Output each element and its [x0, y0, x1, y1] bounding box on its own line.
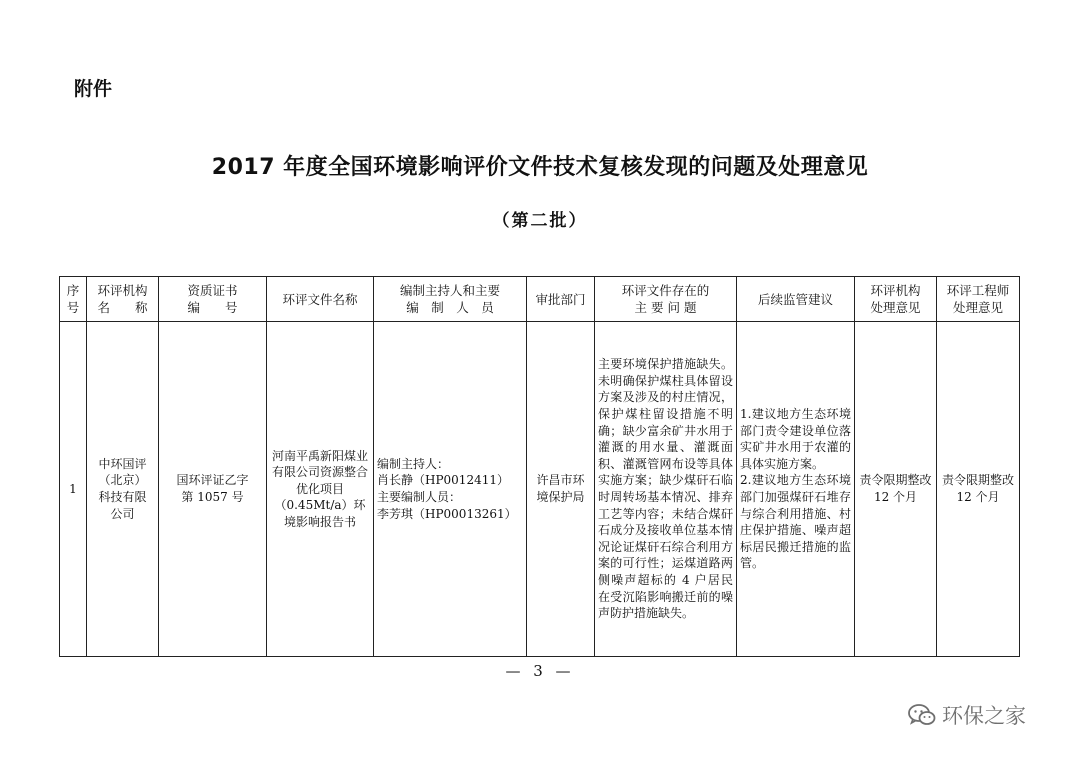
cell-agency-decision: 责令限期整改 12 个月 — [855, 322, 937, 657]
watermark — [908, 700, 1026, 730]
column-header-agency-decision: 环评机构 处理意见 — [855, 277, 937, 322]
cell-agency: 中环国评 （北京） 科技有限 公司 — [87, 322, 159, 657]
page-number: — 3 — — [505, 662, 575, 680]
cell-problems: 主要环境保护措施缺失。未明确保护煤柱具体留设方案及涉及的村庄情况，保护煤柱留设措施不明确；缺少富余矿井水用于灌溉的用水量、灌溉面积、灌溉管网布设等具体实施方案；缺少煤矸石临时周转场基本情况、排弃工艺等内容；未结合煤矸石成分及接收单位基本情况论证煤矸石综合利用方案的可行性；运煤道路两侧噪声超标的 4 户居民在受沉陷影响搬迁前的噪声防护措施缺失。 — [595, 322, 737, 657]
column-header-problems: 环评文件存在的 主 要 问 题 — [595, 277, 737, 322]
column-header-doc-name: 环评文件名称 — [267, 277, 374, 322]
column-header-suggestions: 后续监管建议 — [737, 277, 855, 322]
column-header-agency: 环评机构 名 称 — [87, 277, 159, 322]
cell-suggestions: 1.建议地方生态环境部门责令建设单位落实矿井水用于农灌的具体实施方案。 2.建议地方生态环境部门加强煤矸石堆存与综合利用措施、村庄保护措施、噪声超标居民搬迁措施的监管。 — [737, 322, 855, 657]
cell-engineer-decision: 责令限期整改 12 个月 — [937, 322, 1020, 657]
column-header-approval: 审批部门 — [527, 277, 595, 322]
document-title: 2017 年度全国环境影响评价文件技术复核发现的问题及处理意见 — [211, 155, 869, 180]
review-table — [59, 276, 1020, 657]
cell-certificate: 国环评证乙字 第 1057 号 — [159, 322, 267, 657]
attachment-label: 附件 — [74, 78, 113, 100]
cell-no: 1 — [60, 322, 87, 657]
document-subtitle: （第二批） — [492, 211, 588, 231]
table-header-row — [60, 277, 1020, 322]
column-header-no: 序 号 — [60, 277, 87, 322]
cell-approval: 许昌市环 境保护局 — [527, 322, 595, 657]
cell-doc-name: 河南平禹新阳煤业有限公司资源整合优化项目（0.45Mt/a）环境影响报告书 — [267, 322, 374, 657]
column-header-certificate: 资质证书 编 号 — [159, 277, 267, 322]
wechat-icon — [908, 703, 936, 727]
table-row — [60, 322, 1020, 657]
column-header-staff: 编制主持人和主要 编 制 人 员 — [374, 277, 527, 322]
cell-staff: 编制主持人： 肖长静（HP0012411） 主要编制人员： 李芳琪（HP00013261） — [374, 322, 527, 657]
column-header-engineer-decision: 环评工程师 处理意见 — [937, 277, 1020, 322]
watermark-text: 环保之家 — [942, 704, 1026, 728]
